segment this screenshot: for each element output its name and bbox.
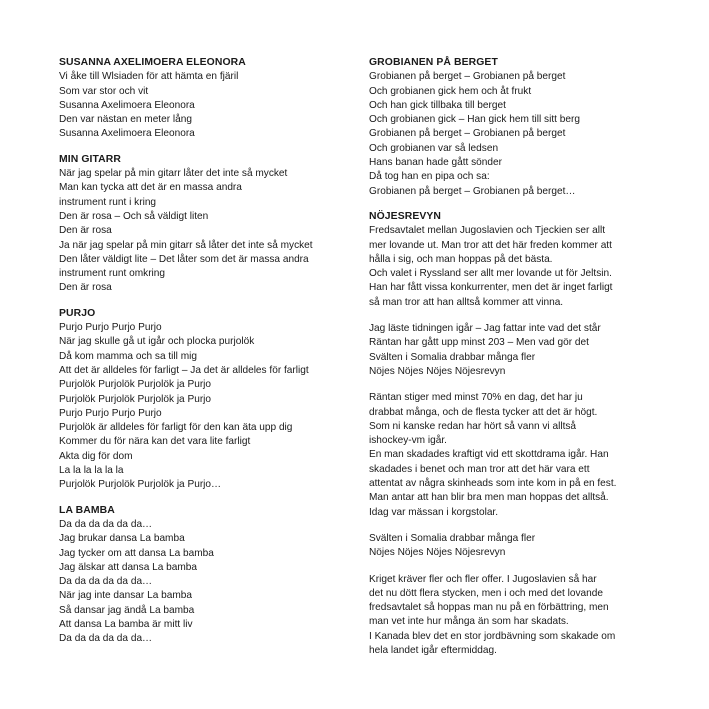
song-title: GROBIANEN PÅ BERGET (369, 57, 498, 68)
lyric-line: Susanna Axelimoera Eleonora (59, 128, 195, 140)
lyric-line: Som var stor och vit (59, 85, 149, 97)
lyric-line: Man antar att han blir bra men man hoppas det alltså. (369, 492, 609, 504)
song-title: SUSANNA AXELIMOERA ELEONORA (59, 57, 246, 68)
lyric-line: Han har fått vissa konkurrenter, men det är inget farligt (369, 282, 613, 294)
lyric-line: När jag spelar på min gitarr låter det inte så mycket (59, 168, 288, 180)
stanza (369, 532, 659, 561)
lyric-line: Jag älskar att dansa La bamba (59, 561, 198, 573)
lyric-line: Man kan tycka att det är en massa andra (59, 182, 242, 194)
lyric-line: Och grobianen gick hem och åt frukt (369, 85, 532, 97)
lyric-line: Att det är alldeles för farligt – Ja det är alldeles för farligt (59, 364, 309, 376)
lyric-line: Som ni kanske redan har hört så vann vi alltså (369, 420, 577, 432)
lyric-line: Kommer du för nära kan det vara lite farligt (59, 436, 251, 448)
lyric-line: Den är rosa – Och så väldigt liten (59, 210, 209, 222)
song-title: MIN GITARR (59, 153, 121, 165)
lyric-line: Svälten i Somalia drabbar många fler (369, 532, 536, 544)
lyric-line: Purjo Purjo Purjo Purjo (59, 322, 162, 334)
song-min-gitarr (59, 153, 339, 296)
lyric-line: Nöjes Nöjes Nöjes Nöjesrevyn (369, 365, 506, 377)
lyric-line: Den låter väldigt lite – Det låter som det är massa andra (59, 253, 309, 265)
lyric-line: Da da da da da da… (59, 518, 153, 530)
right-column (369, 56, 659, 669)
lyric-line: hela landet igår eftermiddag. (369, 644, 497, 656)
lyric-line: Då kom mamma och sa till mig (59, 350, 197, 362)
lyric-line: När jag skulle gå ut igår och plocka purjolök (59, 336, 255, 348)
lyric-line: Fredsavtalet mellan Jugoslavien och Tjeckien ser allt (369, 225, 606, 237)
stanza (369, 224, 659, 310)
lyric-line: Grobianen på berget – Grobianen på berget… (369, 185, 576, 197)
lyric-line: Svälten i Somalia drabbar många fler (369, 351, 536, 363)
lyric-line: Ja när jag spelar på min gitarr så låter det inte så mycket (59, 239, 313, 251)
lyric-line: Vi åke till Wlsiaden för att hämta en fjäril (59, 71, 239, 83)
lyric-line: Och valet i Ryssland ser allt mer lovande ut för Jeltsin. (369, 268, 612, 280)
stanza (59, 167, 339, 296)
song-purjo (59, 307, 339, 493)
lyric-line: Akta dig för dom (59, 450, 133, 462)
lyric-line: Purjolök Purjolök Purjolök ja Purjo… (59, 479, 222, 491)
song-title: LA BAMBA (59, 504, 115, 516)
lyric-line: mer lovande ut. Man tror att det här freden kommer att (369, 239, 612, 251)
song-title: PURJO (59, 307, 96, 319)
lyric-line: Da da da da da da… (59, 633, 153, 645)
lyric-line: Jag brukar dansa La bamba (59, 533, 185, 545)
stanza (369, 322, 659, 379)
lyric-line: Räntan stiger med minst 70% en dag, det har ju (369, 392, 583, 404)
lyric-line: Räntan har gått upp minst 203 – Men vad gör det (369, 337, 589, 349)
lyric-line: skadades i benet och man tror att det här vara ett (369, 463, 590, 475)
lyric-line: Purjo Purjo Purjo Purjo (59, 407, 162, 419)
lyric-line: Och han gick tillbaka till berget (369, 99, 506, 111)
song-grobianen-pa-berget (369, 56, 659, 199)
lyric-line: Grobianen på berget – Grobianen på berget (369, 71, 566, 83)
lyric-line: Da da da da da da… (59, 576, 153, 588)
lyric-line: I Kanada blev det en stor jordbävning som skakade om (369, 630, 616, 642)
lyric-line: det nu dött flera stycken, men i och med det lovande (369, 587, 603, 599)
stanza (369, 573, 659, 659)
lyric-line: Jag läste tidningen igår – Jag fattar inte vad det står (369, 323, 601, 335)
stanza (369, 70, 659, 199)
lyric-line: drabbat många, och de flesta tycker att det är högt. (369, 406, 598, 418)
left-column (59, 56, 339, 658)
lyric-line: Jag tycker om att dansa La bamba (59, 547, 214, 559)
lyric-line: instrument runt i kring (59, 196, 157, 208)
lyric-line: Hans banan hade gått sönder (369, 157, 503, 169)
stanza (59, 70, 339, 141)
lyric-line: ishockey-vm igår. (369, 435, 447, 447)
lyric-line: Och grobianen gick – Han gick hem till sitt berg (369, 114, 580, 126)
lyric-line: Grobianen på berget – Grobianen på berget (369, 128, 566, 140)
lyric-line: En man skadades kraftigt vid ett skottdrama igår. Han (369, 449, 609, 461)
lyric-line: så man tror att han alltså kommer att vinna. (369, 296, 564, 308)
song-la-bamba (59, 504, 339, 647)
song-susanna-axelimoera-eleonora (59, 56, 339, 142)
lyric-line: Så dansar jag ändå La bamba (59, 604, 195, 616)
stanza (369, 391, 659, 520)
lyric-line: Den är rosa (59, 225, 112, 237)
lyric-line: fredsavtalet så hoppas man nu på en förbättring, men (369, 602, 609, 614)
lyric-line: hålla i sig, och man hoppas på det bästa. (369, 253, 553, 265)
lyric-line: Idag var mässan i korgstolar. (369, 506, 499, 518)
lyric-line: Och grobianen var så ledsen (369, 142, 499, 154)
lyric-line: Nöjes Nöjes Nöjes Nöjesrevyn (369, 547, 506, 559)
lyric-line: attentat av några skinheads som inte kom in på en fest. (369, 478, 617, 490)
lyric-line: La la la la la la (59, 465, 124, 477)
stanza (59, 518, 339, 647)
lyric-line: Den är rosa (59, 282, 112, 294)
lyric-line: Då tog han en pipa och sa: (369, 171, 490, 183)
lyric-line: Purjolök är alldeles för farligt för den kan äta upp dig (59, 422, 293, 434)
lyric-line: Purjolök Purjolök Purjolök ja Purjo (59, 379, 212, 391)
lyric-line: Kriget kräver fler och fler offer. I Jugoslavien så har (369, 573, 597, 585)
lyric-line: Purjolök Purjolök Purjolök ja Purjo (59, 393, 212, 405)
song-nojesrevyn (369, 210, 659, 658)
lyric-line: När jag inte dansar La bamba (59, 590, 192, 602)
lyric-line: Susanna Axelimoera Eleonora (59, 99, 195, 111)
lyric-line: instrument runt omkring (59, 268, 166, 280)
stanza (59, 321, 339, 493)
lyric-line: Att dansa La bamba är mitt liv (59, 618, 193, 630)
lyric-line: Den var nästan en meter lång (59, 114, 192, 126)
song-title: NÖJESREVYN (369, 210, 442, 222)
lyric-line: man vet inte hur många än som har skadats. (369, 616, 569, 628)
